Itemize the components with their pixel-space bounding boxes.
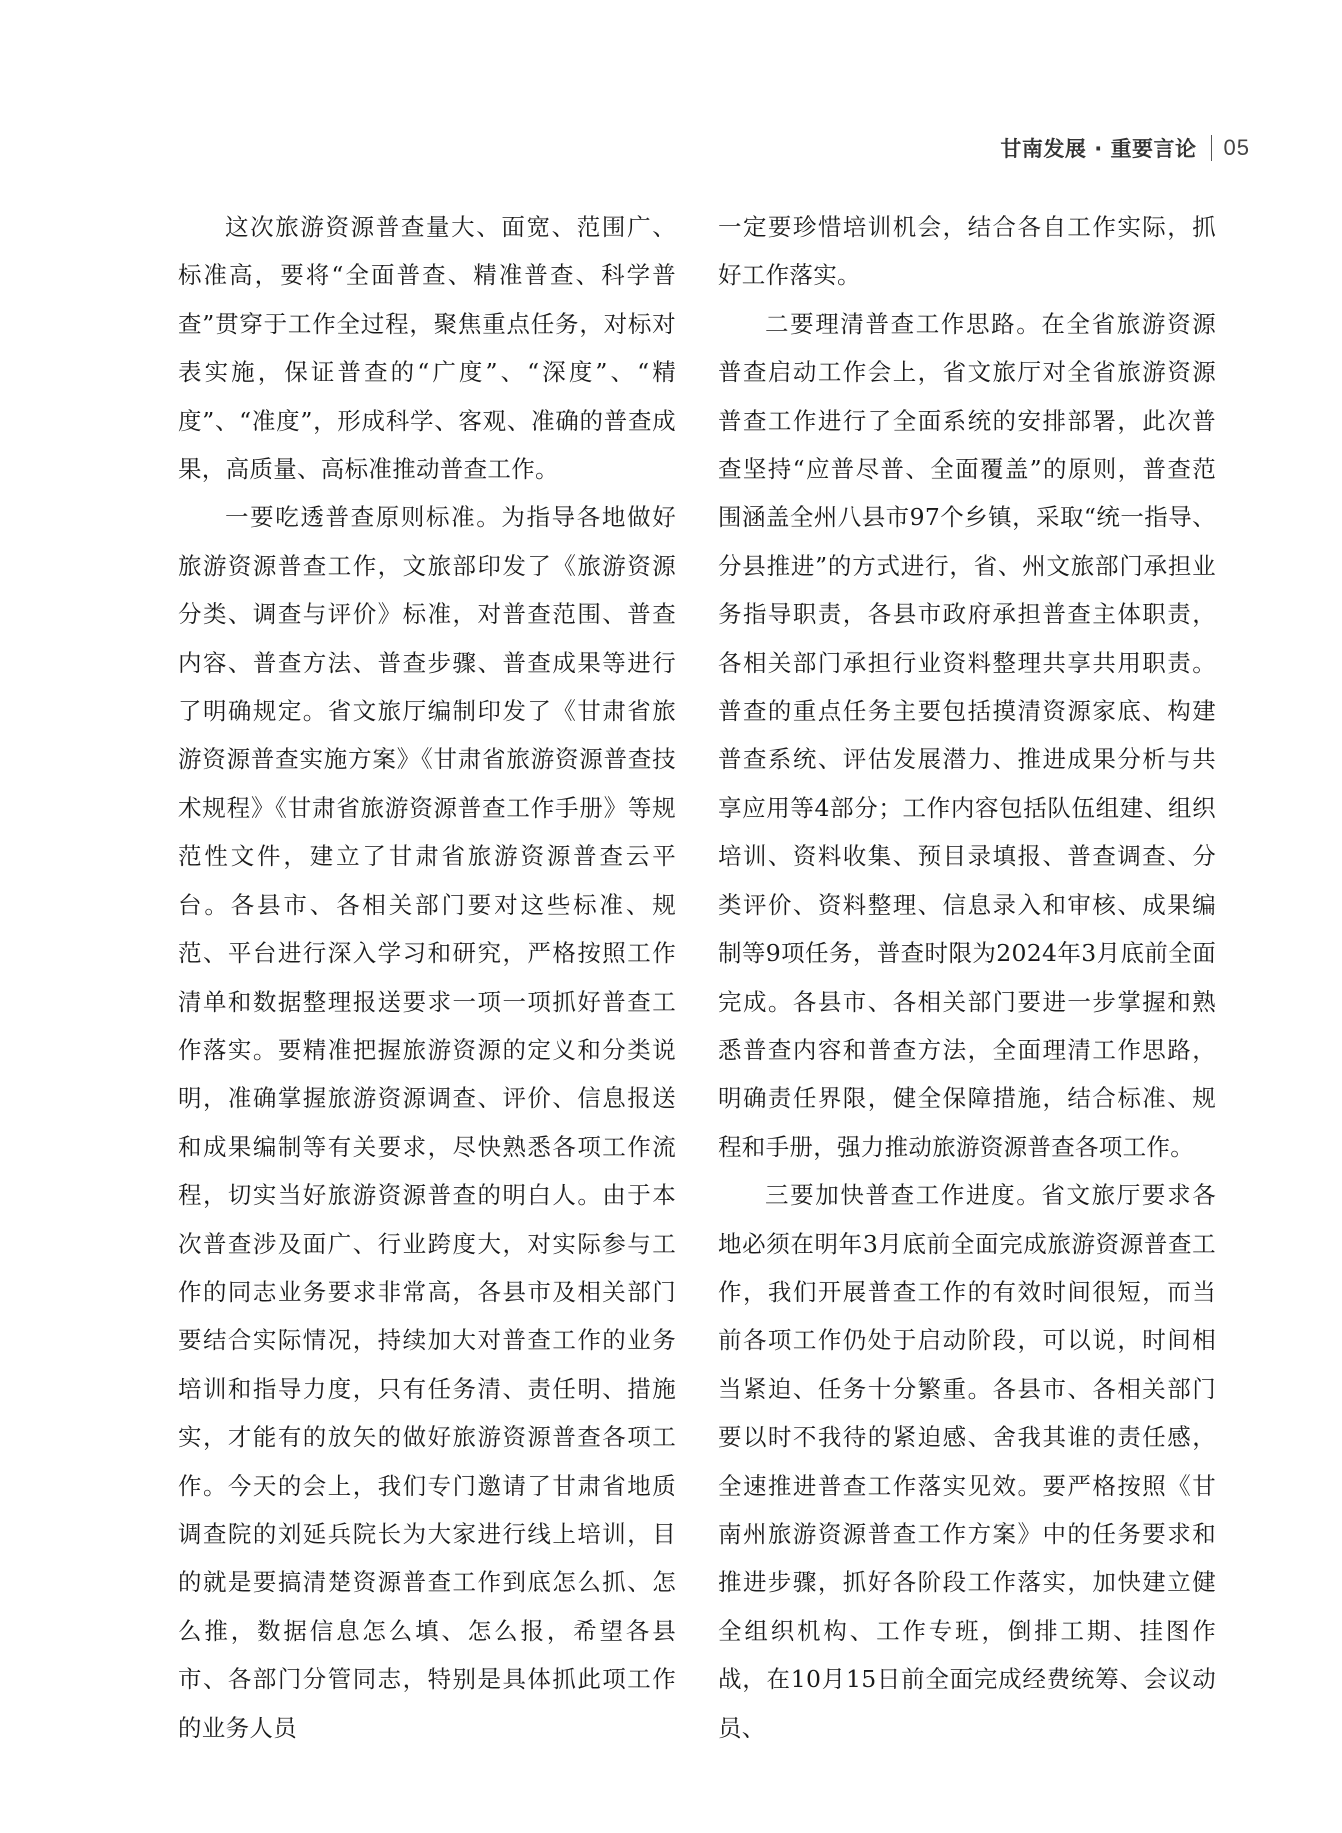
- page-number: 05: [1223, 135, 1250, 160]
- paragraph-point-one: 一要吃透普查原则标准。为指导各地做好旅游资源普查工作，文旅部印发了《旅游资源分类、调查与评价》标准，对普查范围、普查内容、普查方法、普查步骤、普查成果等进行了明确规定。省文旅厅编制印发了《甘肃省旅游资源普查实施方案》《甘肃省旅游资源普查技术规程》《甘肃省旅游资源普查工作手册》等规范性文件，建立了甘肃省旅游资源普查云平台。各县市、各相关部门要对这些标准、规范、平台进行深入学习和研究，严格按照工作清单和数据整理报送要求一项一项抓好普查工作落实。要精准把握旅游资源的定义和分类说明，准确掌握旅游资源调查、评价、信息报送和成果编制等有关要求，尽快熟悉各项工作流程，切实当好旅游资源普查的明白人。由于本次普查涉及面广、行业跨度大，对实际参与工作的同志业务要求非常高，各县市及相关部门要结合实际情况，持续加大对普查工作的业务培训和指导力度，只有任务清、责任明、措施实，才能有的放矢的做好旅游资源普查各项工作。今天的会上，我们专门邀请了甘肃省地质调查院的刘延兵院长为大家进行线上培训，目的就是要搞清楚资源普查工作到底怎么抓、怎么推，数据信息怎么填、怎么报，希望各县市、各部门分管同志，特别是具体抓此项工作的业务人员: [178, 503, 676, 1742]
- header-divider: [1211, 135, 1212, 161]
- section-title: 甘南发展 · 重要言论: [1000, 137, 1197, 161]
- paragraph-intro: 这次旅游资源普查量大、面宽、范围广、标准高，要将“全面普查、精准普查、科学普查”贯穿于工作全过程，聚焦重点任务，对标对表实施，保证普查的“广度”、“深度”、“精度”、“准度”，形成科学、客观、准确的普查成果，高质量、高标准推动普查工作。: [178, 213, 676, 484]
- right-column: [718, 203, 1216, 1752]
- left-column: [178, 203, 676, 1752]
- paragraph-continuation: 一定要珍惜培训机会，结合各自工作实际，抓好工作落实。: [718, 213, 1216, 290]
- running-header: [1000, 133, 1250, 163]
- paragraph-point-two: 二要理清普查工作思路。在全省旅游资源普查启动工作会上，省文旅厅对全省旅游资源普查工作进行了全面系统的安排部署，此次普查坚持“应普尽普、全面覆盖”的原则，普查范围涵盖全州八县市97个乡镇，采取“统一指导、分县推进”的方式进行，省、州文旅部门承担业务指导职责，各县市政府承担普查主体职责，各相关部门承担行业资料整理共享共用职责。普查的重点任务主要包括摸清资源家底、构建普查系统、评估发展潜力、推进成果分析与共享应用等4部分；工作内容包括队伍组建、组织培训、资料收集、预目录填报、普查调查、分类评价、资料整理、信息录入和审核、成果编制等9项任务，普查时限为2024年3月底前全面完成。各县市、各相关部门要进一步掌握和熟悉普查内容和普查方法，全面理清工作思路，明确责任界限，健全保障措施，结合标准、规程和手册，强力推动旅游资源普查各项工作。: [718, 309, 1216, 1161]
- paragraph-point-three: 三要加快普查工作进度。省文旅厅要求各地必须在明年3月底前全面完成旅游资源普查工作，我们开展普查工作的有效时间很短，而当前各项工作仍处于启动阶段，可以说，时间相当紧迫、任务十分繁重。各县市、各相关部门要以时不我待的紧迫感、舍我其谁的责任感，全速推进普查工作落实见效。要严格按照《甘南州旅游资源普查工作方案》中的任务要求和推进步骤，抓好各阶段工作落实，加快建立健全组织机构、工作专班，倒排工期、挂图作战，在10月15日前全面完成经费统筹、会议动员、: [718, 1181, 1216, 1742]
